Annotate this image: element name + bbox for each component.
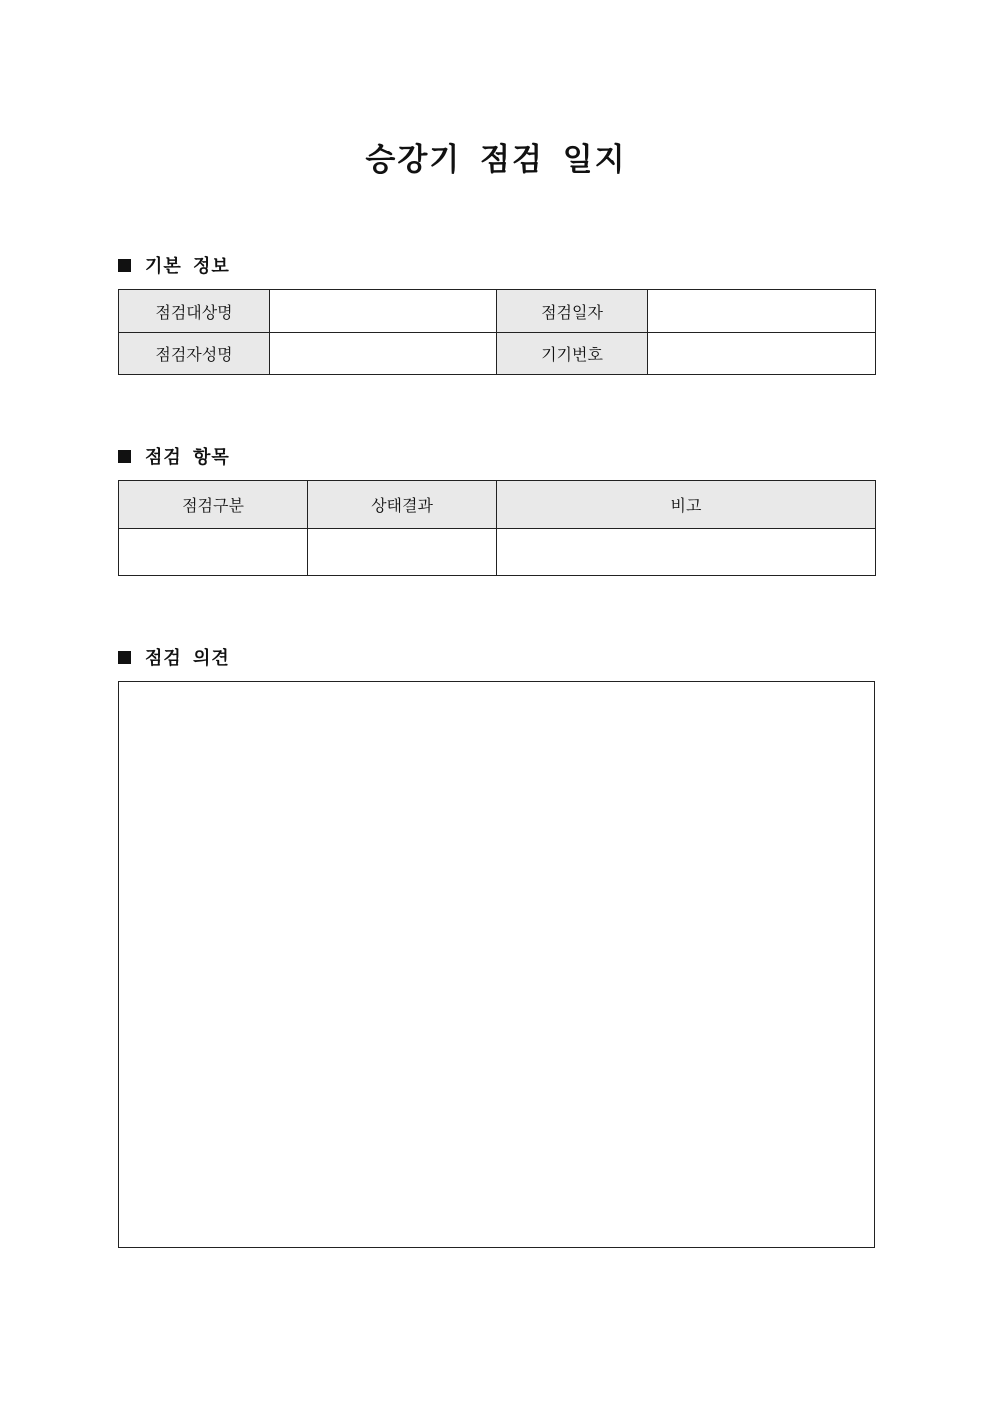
- opinion-heading-label: 점검 의견: [145, 648, 230, 669]
- inspection-date-field[interactable]: [648, 290, 876, 333]
- inspection-items-heading: [118, 444, 230, 468]
- device-number-field[interactable]: [648, 333, 876, 375]
- remarks-cell[interactable]: [497, 529, 876, 576]
- basic-info-heading-label: 기본 정보: [145, 256, 230, 277]
- table-header-row: [119, 481, 876, 529]
- column-header-status-result: 상태결과: [308, 481, 497, 529]
- inspector-name-field[interactable]: [270, 333, 497, 375]
- device-number-label: 기기번호: [497, 333, 648, 375]
- inspection-target-field[interactable]: [270, 290, 497, 333]
- inspection-date-label: 점검일자: [497, 290, 648, 333]
- status-result-cell[interactable]: [308, 529, 497, 576]
- basic-info-heading: [118, 253, 230, 277]
- opinion-heading: [118, 645, 230, 669]
- category-cell[interactable]: [119, 529, 308, 576]
- basic-info-table: [118, 289, 876, 375]
- inspector-name-label: 점검자성명: [119, 333, 270, 375]
- column-header-category: 점검구분: [119, 481, 308, 529]
- inspection-items-heading-label: 점검 항목: [145, 447, 230, 468]
- square-bullet-icon: [118, 259, 131, 272]
- inspection-items-table: [118, 480, 876, 576]
- square-bullet-icon: [118, 450, 131, 463]
- page-title: 승강기 점검 일지: [365, 142, 627, 178]
- table-row: [119, 290, 876, 333]
- table-row: [119, 529, 876, 576]
- column-header-remarks: 비고: [497, 481, 876, 529]
- inspection-target-label: 점검대상명: [119, 290, 270, 333]
- table-row: [119, 333, 876, 375]
- opinion-text-area[interactable]: [118, 681, 875, 1248]
- square-bullet-icon: [118, 651, 131, 664]
